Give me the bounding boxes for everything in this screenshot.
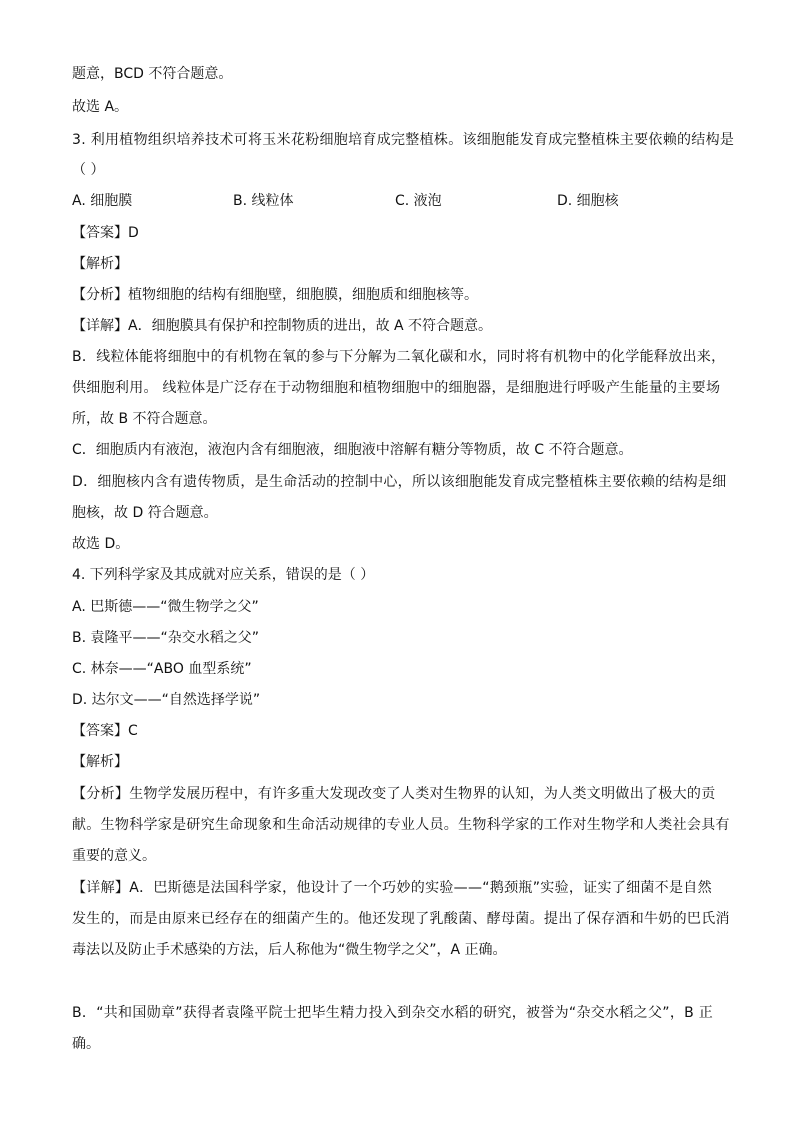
q4-analysis-line-2: 献。生物科学家是研究生命现象和生命活动规律的专业人员。生物科学家的工作对生物学和人类社会具有 [72, 817, 730, 833]
q4-option-d: D. 达尔文——“自然选择学说” [72, 692, 261, 708]
q3-detail-a: 【详解】A．细胞膜具有保护和控制物质的进出，故 A 不符合题意。 [72, 318, 493, 334]
q3-option-d: D. 细胞核 [557, 193, 619, 209]
q4-detail-a-line-2: 发生的，而是由原来已经存在的细菌产生的。他还发现了乳酸菌、酵母菌。提出了保存酒和牛奶的巴氏消 [72, 911, 730, 927]
q3-option-c: C. 液泡 [395, 193, 442, 209]
q4-detail-b-line-2: 确。 [72, 1036, 100, 1052]
q3-stem-line-1: 3. 利用植物组织培养技术可将玉米花粉细胞培育成完整植株。该细胞能发育成完整植株主要依赖的结构是 [72, 132, 735, 148]
prev-conclusion-line: 题意，BCD 不符合题意。 [72, 66, 233, 82]
q4-analysis-line-3: 重要的意义。 [72, 848, 156, 864]
q3-choice: 故选 D。 [72, 536, 130, 552]
q4-detail-a-line-1: 【详解】A．巴斯德是法国科学家，他设计了一个巧妙的实验——“鹅颈瓶”实验，证实了细菌不是自然 [72, 880, 712, 896]
q3-detail-d-line-1: D．细胞核内含有遗传物质，是生命活动的控制中心，所以该细胞能发育成完整植株主要依赖的结构是细 [72, 474, 727, 490]
q3-detail-b-line-1: B．线粒体能将细胞中的有机物在氧的参与下分解为二氧化碳和水，同时将有机物中的化学能释放出来， [72, 349, 726, 365]
q4-option-c: C. 林奈——“ABO 血型系统” [72, 661, 252, 677]
q4-option-b: B. 袁隆平——“杂交水稻之父” [72, 630, 260, 646]
q4-answer: 【答案】C [72, 723, 138, 739]
q3-option-a: A. 细胞膜 [72, 193, 133, 209]
q4-analysis-line-1: 【分析】生物学发展历程中，有许多重大发现改变了人类对生物界的认知，为人类文明做出了极大的贡 [72, 786, 716, 802]
q3-analysis-summary: 【分析】植物细胞的结构有细胞壁，细胞膜，细胞质和细胞核等。 [72, 287, 478, 303]
q4-option-a: A. 巴斯德——“微生物学之父” [72, 599, 259, 615]
q4-stem: 4. 下列科学家及其成就对应关系，错误的是（ ） [72, 567, 375, 583]
q3-detail-c: C．细胞质内有液泡，液泡内含有细胞液，细胞液中溶解有糖分等物质，故 C 不符合题意。 [72, 442, 633, 458]
q3-answer: 【答案】D [72, 225, 139, 241]
q3-option-b: B. 线粒体 [233, 193, 294, 209]
q4-analysis-tag: 【解析】 [72, 754, 128, 770]
q3-detail-b-line-2: 供细胞利用。 线粒体是广泛存在于动物细胞和植物细胞中的细胞器，是细胞进行呼吸产生能量的主要场 [72, 380, 721, 396]
prev-choice-line: 故选 A。 [72, 99, 129, 115]
q4-detail-b-line-1: B．“共和国勋章”获得者袁隆平院士把毕生精力投入到杂交水稻的研究，被誉为“杂交水稻之父”，B 正 [72, 1005, 714, 1021]
q3-analysis-tag: 【解析】 [72, 256, 128, 272]
q4-detail-a-line-3: 毒法以及防止手术感染的方法，后人称他为“微生物学之父”，A 正确。 [72, 942, 507, 958]
q3-detail-b-line-3: 所，故 B 不符合题意。 [72, 411, 217, 427]
q3-stem-line-2: （ ） [72, 162, 105, 178]
q3-detail-d-line-2: 胞核，故 D 符合题意。 [72, 505, 218, 521]
